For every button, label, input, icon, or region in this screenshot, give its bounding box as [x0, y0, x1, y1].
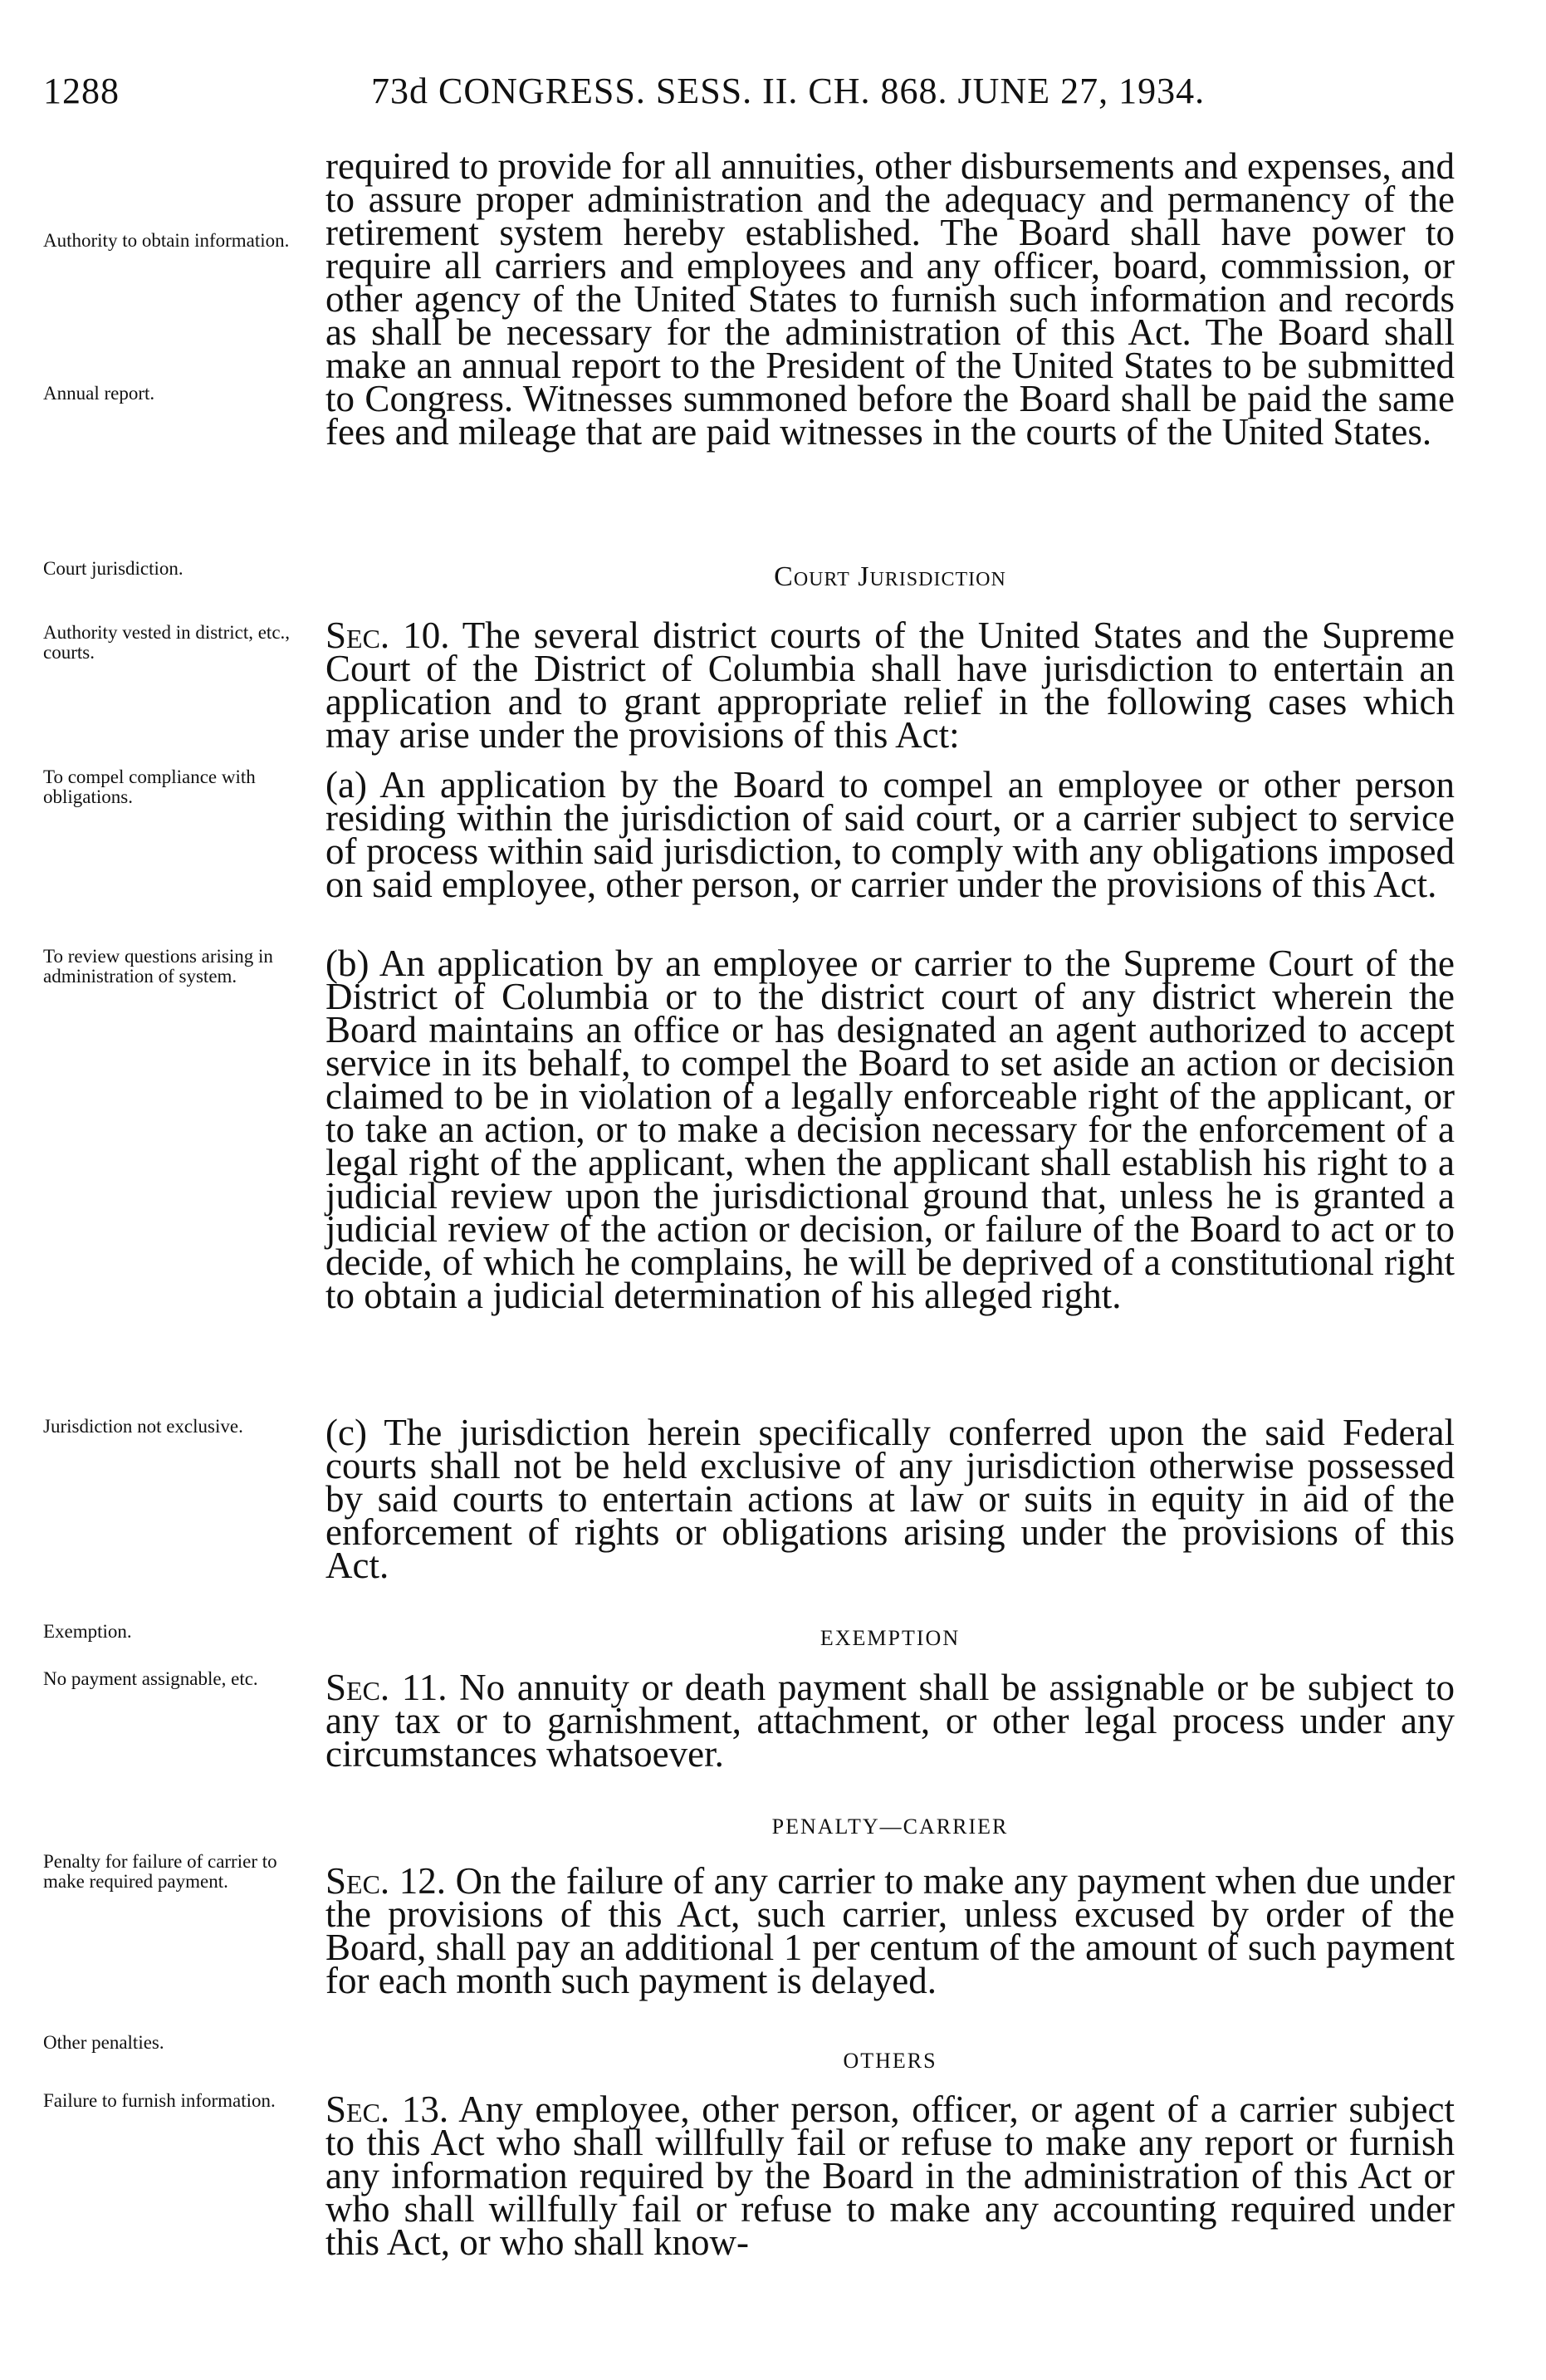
paragraph-c: (c) The jurisdiction herein specifically conferred upon the said Federal courts shall not be held exclusive of any jurisdiction otherwise possessed by said courts to entertain actions at law or suits in equity in aid of the enforcement of rights or obligations arising under the provisions of this Act.: [325, 1412, 1455, 1586]
section-10-label: Sec. 10.: [325, 615, 450, 656]
section-12-text: On the failure of any carrier to make any payment when due under the provisions of this Act, such carrier, unless excused by order of the Board, shall pay an additional 1 per centum of the amount of such payment for each month such payment is delayed.: [325, 1860, 1455, 2001]
margin-note: No payment assignable, etc.: [43, 1668, 258, 1689]
section-13: [325, 2089, 1455, 2263]
margin-note: Exemption.: [43, 1621, 132, 1642]
margin-note: Authority vested in district, etc., courts.: [43, 622, 291, 663]
margin-note: Penalty for failure of carrier to make required payment.: [43, 1851, 277, 1892]
margin-note: Authority to obtain information.: [43, 230, 290, 251]
section-12: [325, 1860, 1455, 2001]
margin-note: Annual report.: [43, 383, 155, 404]
margin-note: Other penalties.: [43, 2032, 164, 2053]
heading-penalty-carrier: PENALTY—CARRIER: [771, 1814, 1009, 1839]
section-11: [325, 1667, 1455, 1775]
margin-note: To review questions arising in administration of system.: [43, 946, 273, 987]
section-11-text: No annuity or death payment shall be assignable or be subject to any tax or to garnishment, attachment, or other legal process under any circumstances whatsoever.: [325, 1667, 1455, 1775]
margin-note: Failure to furnish information.: [43, 2090, 276, 2111]
section-12-label: Sec. 12.: [325, 1860, 446, 1902]
margin-note: Court jurisdiction.: [43, 558, 183, 579]
paragraph-a: (a) An application by the Board to compel an employee or other person residing within the jurisdiction of said court, or a carrier subject to service of process within said jurisdiction, to comply with any obligations imposed on said employee, other person, or carrier under the provisions of this Act.: [325, 764, 1455, 905]
section-10-text: The several district courts of the United States and the Supreme Court of the District of Columbia shall have jurisdiction to entertain an application and to grant appropriate relief in the following cases which may arise under the provisions of this Act:: [325, 615, 1455, 756]
paragraph-b: (b) An application by an employee or carrier to the Supreme Court of the District of Columbia or to the district court of any district wherein the Board maintains an office or has designated an agent authorized to accept service in its behalf, to compel the Board to set aside an action or decision claimed to be in violation of a legally enforceable right of the applicant, or to take an action, or to make a decision necessary for the enforcement of a legal right of the applicant, when the applicant shall establish his right to a judicial review upon the jurisdictional ground that, unless he is granted a judicial review of the action or decision, or failure of the Board to act or to decide, of which he complains, he will be deprived of a constitutional right to obtain a judicial determination of his alleged right.: [325, 943, 1455, 1316]
heading-others: OTHERS: [843, 2049, 937, 2073]
section-11-label: Sec. 11.: [325, 1667, 448, 1708]
paragraph-continuation: required to provide for all annuities, other disbursements and expenses, and to assure proper administration and the adequacy and permanency of the retirement system hereby established. The Board shall have power to require all carriers and employees and any officer, board, commission, or other agency of the United States to furnish such information and records as shall be necessary for the administration of this Act. The Board shall make an annual report to the President of the United States to be submitted to Congress. Witnesses summoned before the Board shall be paid the same fees and mileage that are paid witnesses in the courts of the United States.: [325, 145, 1455, 453]
section-13-text: Any employee, other person, officer, or agent of a carrier subject to this Act who shall willfully fail or refuse to make any report or furnish any information required by the Board in the administration of this Act or who shall willfully fail or refuse to make any accounting required under this Act, or who shall know-: [325, 2089, 1455, 2263]
section-13-label: Sec. 13.: [325, 2089, 449, 2130]
main-text-column: [325, 0, 1455, 2380]
heading-court-jurisdiction: Court Jurisdiction: [774, 561, 1006, 592]
page-number: 1288: [43, 71, 120, 111]
margin-note: To compel compliance with obligations.: [43, 766, 256, 807]
heading-exemption: EXEMPTION: [819, 1626, 961, 1650]
running-head: 73d CONGRESS. SESS. II. CH. 868. JUNE 27, 1934.: [371, 71, 1206, 111]
section-10: [325, 615, 1455, 756]
margin-note: Jurisdiction not exclusive.: [43, 1416, 243, 1437]
